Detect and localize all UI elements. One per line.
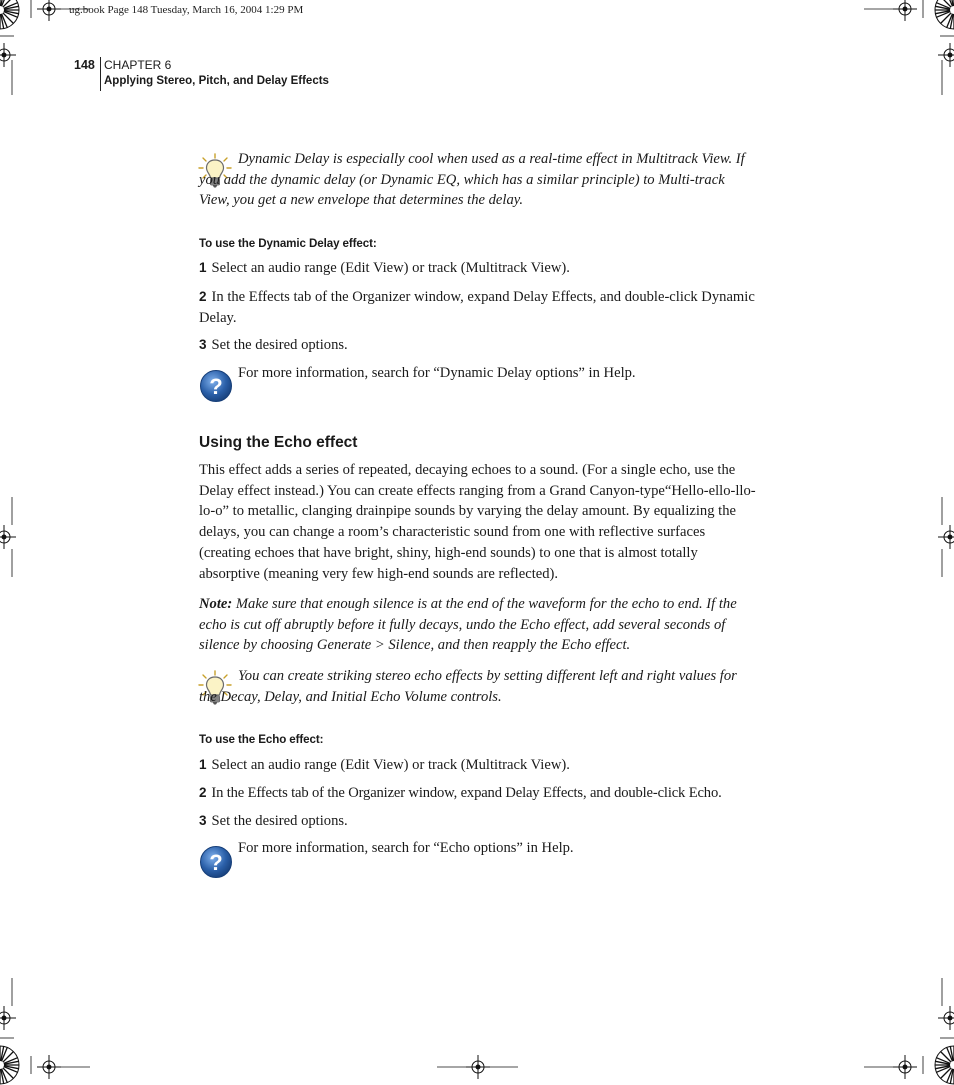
tip-text: You can create striking stereo echo effects by setting different left and right values for the Decay, Delay, and Initial Echo Volume controls. (199, 668, 737, 705)
help-reference: For more information, search for “Dynamic Delay options” in Help. (238, 365, 636, 381)
procedure-step (199, 811, 757, 832)
step-text: Set the desired options. (211, 337, 348, 353)
note-text: Make sure that enough silence is at the end of the waveform for the echo to end. If the echo is cut off abruptly before it fully decays, undo the Echo effect, add several seconds of silence by choosing Generate > Silence, and then reapply the Echo effect. (199, 596, 737, 654)
section-heading: Using the Echo effect (199, 434, 358, 451)
step-number: 2 (199, 785, 207, 800)
procedure-heading: To use the Echo effect: (199, 733, 324, 746)
step-number: 1 (199, 757, 207, 772)
step-number: 3 (199, 337, 207, 352)
print-slug: ug.book Page 148 Tuesday, March 16, 2004 1:29 PM (69, 4, 304, 16)
note-label: Note: (199, 596, 233, 612)
page-number: 148 (74, 58, 95, 72)
step-text: Select an audio range (Edit View) or track (Multitrack View). (211, 757, 570, 773)
step-number: 1 (199, 260, 207, 275)
help-reference: For more information, search for “Echo options” in Help. (238, 840, 574, 856)
procedure-step (199, 258, 757, 279)
tip-text: Dynamic Delay is especially cool when used as a real-time effect in Multitrack View. If you add the dynamic delay (or Dynamic EQ, which has a similar principle) to Multi-track View, you get a new envelope that determines the delay. (199, 151, 745, 209)
header-divider (100, 57, 101, 91)
step-text: Set the desired options. (211, 813, 348, 829)
procedure-heading: To use the Dynamic Delay effect: (199, 237, 377, 250)
chapter-label: CHAPTER 6 (104, 58, 172, 72)
procedure-step (199, 783, 769, 804)
procedure-step (199, 287, 757, 328)
step-number: 2 (199, 289, 207, 304)
procedure-step (199, 335, 757, 356)
step-text: In the Effects tab of the Organizer window, expand Delay Effects, and double-click Dynamic Delay. (199, 289, 755, 326)
procedure-step (199, 755, 757, 776)
step-number: 3 (199, 813, 207, 828)
note-paragraph (199, 594, 757, 656)
body-paragraph: This effect adds a series of repeated, decaying echoes to a sound. (For a single echo, use the Delay effect instead.) You can create effects ranging from a Grand Canyon-type“Hello-ello-llo-lo-o” to metallic, clanging drainpipe sounds by varying the delay amount. By equalizing the delays, you can change a room’s characteristic sound from one with reflective surfaces (creating echoes that have bright, shiny, high-end sounds) to one that is almost totally absorptive (meaning very few high-end sounds are reflected). (199, 462, 756, 582)
question-mark-help-icon (199, 845, 233, 879)
question-mark-help-icon (199, 369, 233, 403)
section-title: Applying Stereo, Pitch, and Delay Effects (104, 75, 329, 87)
step-text: In the Effects tab of the Organizer window, expand Delay Effects, and double-click Echo. (211, 785, 722, 801)
step-text: Select an audio range (Edit View) or track (Multitrack View). (211, 260, 570, 276)
